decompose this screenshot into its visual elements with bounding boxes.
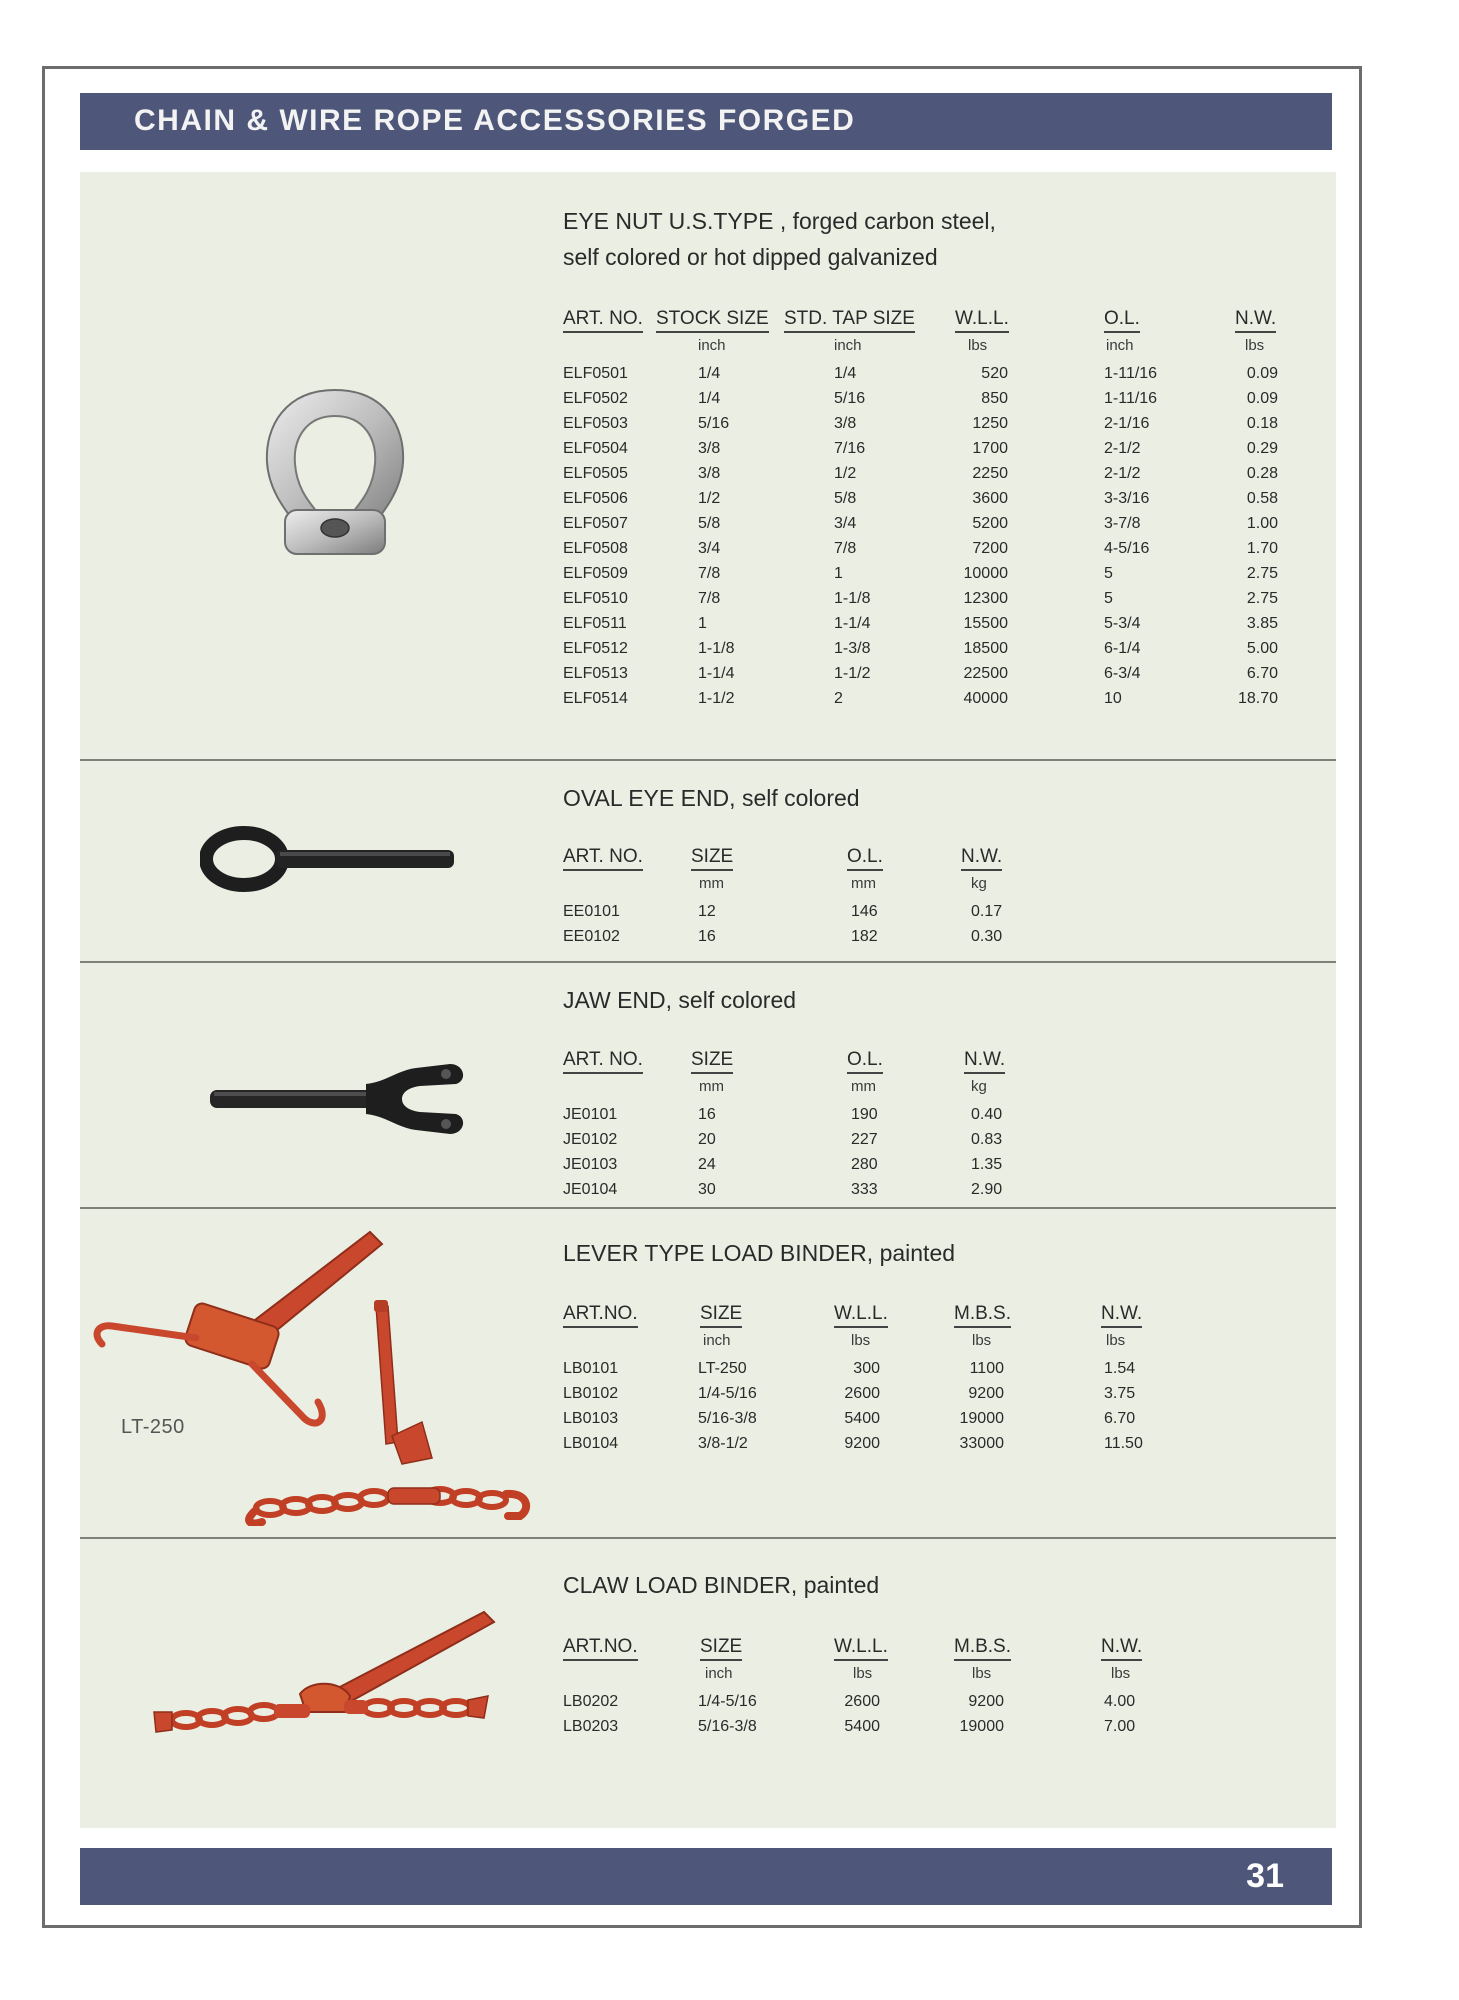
table-cell: 3.75: [1104, 1385, 1136, 1402]
col-unit: inch: [1106, 337, 1134, 354]
table-cell: 7/8: [698, 565, 721, 582]
table-cell: 5: [1104, 565, 1113, 582]
table-cell: 1-11/16: [1104, 390, 1158, 407]
section-title-lever-load-binder: LEVER TYPE LOAD BINDER, painted: [563, 1240, 956, 1266]
table-row: [563, 1359, 1183, 1384]
table-cell: 0.18: [1246, 415, 1278, 432]
table-cell: 7/8: [698, 590, 721, 607]
table-cell: JE0103: [563, 1156, 618, 1173]
table-cell: 24: [698, 1156, 716, 1173]
col-header: ART.NO.: [563, 1303, 638, 1328]
table-cell: JE0104: [563, 1181, 618, 1198]
col-unit: lbs: [1106, 1332, 1126, 1349]
col-unit: mm: [851, 875, 876, 892]
col-unit: lbs: [968, 337, 988, 354]
table-cell: 9200: [968, 1693, 1004, 1710]
table-cell: 2-1/2: [1104, 465, 1141, 482]
table-cell: ELF0503: [563, 415, 628, 432]
table-cell: 12300: [963, 590, 1008, 607]
section-divider: [80, 961, 1336, 963]
table-cell: LB0101: [563, 1360, 619, 1377]
table-cell: 7/8: [834, 540, 857, 557]
table-cell: 40000: [963, 690, 1008, 707]
table-cell: 5/8: [834, 490, 857, 507]
table-cell: 4.00: [1104, 1693, 1136, 1710]
table-cell: 5/16-3/8: [698, 1410, 757, 1427]
table-cell: 33000: [959, 1435, 1004, 1452]
jaw-end-image: [206, 1054, 476, 1143]
col-unit: kg: [971, 875, 987, 892]
table-cell: 5400: [844, 1718, 880, 1735]
table-cell: 6-1/4: [1104, 640, 1141, 657]
table-body: [563, 364, 1283, 714]
table-cell: ELF0510: [563, 590, 628, 607]
col-header: SIZE: [700, 1303, 742, 1328]
table-row: [563, 589, 1283, 614]
table-cell: 1100: [969, 1360, 1004, 1377]
table-cell: 1-1/8: [698, 640, 735, 657]
section-divider: [80, 1207, 1336, 1209]
col-header: O.L.: [847, 846, 883, 871]
table-cell: 1-11/16: [1104, 365, 1158, 382]
table-cell: 333: [851, 1181, 878, 1198]
table-cell: 0.40: [971, 1106, 1003, 1123]
table-cell: 0.28: [1246, 465, 1278, 482]
col-unit: inch: [705, 1665, 733, 1682]
section-title-claw-load-binder: CLAW LOAD BINDER, painted: [563, 1572, 880, 1598]
col-header: W.L.L.: [834, 1303, 888, 1328]
table-row: [563, 927, 1063, 952]
table-cell: 2600: [844, 1693, 880, 1710]
col-header: W.L.L.: [834, 1636, 888, 1661]
table-cell: 9200: [844, 1435, 880, 1452]
table-cell: 0.30: [971, 928, 1003, 945]
table-cell: 0.29: [1246, 440, 1278, 457]
table-cell: 6.70: [1104, 1410, 1136, 1427]
table-cell: 1: [698, 615, 707, 632]
table-cell: ELF0512: [563, 640, 628, 657]
col-header: M.B.S.: [954, 1303, 1011, 1328]
page-header: [80, 93, 1332, 150]
table-cell: ELF0506: [563, 490, 628, 507]
table-cell: 2.75: [1246, 590, 1278, 607]
table-cell: 1/4-5/16: [698, 1693, 757, 1710]
col-header: M.B.S.: [954, 1636, 1011, 1661]
table-cell: 7200: [972, 540, 1008, 557]
col-unit: lbs: [1245, 337, 1265, 354]
table-cell: 3/4: [698, 540, 721, 557]
table-cell: LB0104: [563, 1435, 619, 1452]
table-cell: 20: [698, 1131, 716, 1148]
table-cell: 1: [834, 565, 843, 582]
table-row: [563, 489, 1283, 514]
table-cell: 11.50: [1104, 1435, 1143, 1452]
table-cell: 5/8: [698, 515, 721, 532]
table-cell: 5200: [972, 515, 1008, 532]
page-title: CHAIN & WIRE ROPE ACCESSORIES FORGED: [134, 104, 856, 137]
table-cell: 1.70: [1246, 540, 1278, 557]
section-subtitle-eye-nut: self colored or hot dipped galvanized: [563, 244, 938, 270]
table-cell: 30: [698, 1181, 716, 1198]
col-header: ART.NO.: [563, 1636, 638, 1661]
table-cell: 1.35: [971, 1156, 1003, 1173]
lever-binder-model-label: LT-250: [121, 1416, 185, 1438]
table-cell: 6.70: [1246, 665, 1278, 682]
table-cell: 5-3/4: [1104, 615, 1141, 632]
table-cell: 0.83: [971, 1131, 1003, 1148]
col-unit: lbs: [851, 1332, 871, 1349]
table-cell: 1.54: [1104, 1360, 1136, 1377]
table-row: [563, 639, 1283, 664]
table-row: [563, 1155, 1063, 1180]
table-cell: ELF0502: [563, 390, 628, 407]
table-cell: 2.75: [1246, 565, 1278, 582]
table-cell: ELF0504: [563, 440, 628, 457]
table-cell: 18.70: [1237, 690, 1278, 707]
table-cell: 190: [851, 1106, 878, 1123]
table-cell: 7/16: [834, 440, 866, 457]
table-cell: 0.09: [1246, 390, 1278, 407]
table-row: [563, 1105, 1063, 1130]
table-cell: 2600: [844, 1385, 880, 1402]
col-header: N.W.: [1101, 1303, 1142, 1328]
table-cell: 2.90: [971, 1181, 1003, 1198]
table-cell: 16: [698, 928, 716, 945]
table-body: [563, 902, 1063, 952]
table-row: [563, 564, 1283, 589]
table-cell: 1/4: [698, 390, 721, 407]
table-cell: 520: [981, 365, 1008, 382]
table-cell: 12: [698, 903, 716, 920]
table-cell: 3-7/8: [1104, 515, 1141, 532]
table-row: [563, 1692, 1183, 1717]
table-cell: 850: [981, 390, 1008, 407]
table-cell: 5.00: [1246, 640, 1278, 657]
table-cell: LT-250: [698, 1360, 747, 1377]
table-row: [563, 389, 1283, 414]
table-cell: 182: [851, 928, 878, 945]
table-cell: 3/8: [698, 465, 721, 482]
table-cell: 1-1/2: [834, 665, 871, 682]
table-cell: ELF0508: [563, 540, 628, 557]
table-cell: 6-3/4: [1104, 665, 1141, 682]
table-cell: 22500: [963, 665, 1008, 682]
table-cell: EE0102: [563, 928, 620, 945]
table-cell: ELF0514: [563, 690, 628, 707]
col-unit: lbs: [972, 1665, 992, 1682]
table-row: [563, 614, 1283, 639]
table-cell: 1.00: [1246, 515, 1278, 532]
table-cell: 280: [851, 1156, 878, 1173]
table-cell: 2: [834, 690, 843, 707]
table-cell: 3/8-1/2: [698, 1435, 748, 1452]
table-cell: 10: [1104, 690, 1122, 707]
table-cell: 0.17: [971, 903, 1003, 920]
table-row: [563, 364, 1283, 389]
table-cell: 0.09: [1246, 365, 1278, 382]
table-cell: JE0102: [563, 1131, 618, 1148]
table-cell: 0.58: [1246, 490, 1278, 507]
col-header: N.W.: [964, 1049, 1005, 1074]
table-row: [563, 514, 1283, 539]
section-divider: [80, 759, 1336, 761]
table-body: [563, 1105, 1063, 1205]
table-cell: 3600: [972, 490, 1008, 507]
table-cell: 19000: [959, 1718, 1004, 1735]
table-row: [563, 1130, 1063, 1155]
col-header: ART. NO.: [563, 846, 643, 871]
col-header: N.W.: [1101, 1636, 1142, 1661]
col-header: N.W.: [961, 846, 1002, 871]
table-cell: EE0101: [563, 903, 620, 920]
table-cell: 3-3/16: [1104, 490, 1150, 507]
section-title-oval-eye-end: OVAL EYE END, self colored: [563, 785, 860, 811]
col-header: N.W.: [1235, 308, 1276, 333]
table-cell: LB0103: [563, 1410, 619, 1427]
table-cell: 15500: [963, 615, 1008, 632]
col-header: O.L.: [847, 1049, 883, 1074]
table-cell: 2-1/2: [1104, 440, 1141, 457]
table-cell: 5/16-3/8: [698, 1718, 757, 1735]
table-row: [563, 902, 1063, 927]
lever-load-binder-image: [92, 1226, 552, 1531]
table-cell: 1-1/2: [698, 690, 735, 707]
table-cell: 1-1/4: [698, 665, 735, 682]
table-row: [563, 414, 1283, 439]
col-unit: inch: [703, 1332, 731, 1349]
table-cell: ELF0511: [563, 615, 627, 632]
col-unit: lbs: [1111, 1665, 1131, 1682]
table-row: [563, 1717, 1183, 1742]
table-row: [563, 439, 1283, 464]
table-cell: 5: [1104, 590, 1113, 607]
table-cell: 19000: [959, 1410, 1004, 1427]
col-header: STD. TAP SIZE: [784, 308, 915, 333]
table-cell: 5400: [844, 1410, 880, 1427]
col-header: STOCK SIZE: [656, 308, 769, 333]
table-cell: 5/16: [834, 390, 866, 407]
table-row: [563, 689, 1283, 714]
section-title-jaw-end: JAW END, self colored: [563, 987, 797, 1013]
col-header: ART. NO.: [563, 1049, 643, 1074]
table-cell: ELF0513: [563, 665, 628, 682]
table-cell: 7.00: [1104, 1718, 1136, 1735]
table-cell: ELF0507: [563, 515, 628, 532]
table-row: [563, 464, 1283, 489]
table-cell: LB0202: [563, 1693, 619, 1710]
table-cell: 227: [851, 1131, 878, 1148]
col-unit: lbs: [972, 1332, 992, 1349]
table-cell: 3/8: [698, 440, 721, 457]
table-cell: ELF0501: [563, 365, 628, 382]
claw-load-binder-image: [150, 1608, 500, 1753]
table-cell: 1/4: [698, 365, 721, 382]
table-body: [563, 1692, 1183, 1742]
table-cell: 10000: [963, 565, 1008, 582]
table-cell: 4-5/16: [1104, 540, 1150, 557]
table-cell: 1700: [972, 440, 1008, 457]
table-cell: 1/2: [698, 490, 721, 507]
table-cell: 3/4: [834, 515, 857, 532]
table-cell: 18500: [963, 640, 1008, 657]
table-cell: 16: [698, 1106, 716, 1123]
col-unit: mm: [851, 1078, 876, 1095]
col-header: SIZE: [691, 846, 733, 871]
section-title-eye-nut: EYE NUT U.S.TYPE , forged carbon steel,: [563, 208, 996, 234]
table-row: [563, 664, 1283, 689]
table-cell: 2-1/16: [1104, 415, 1150, 432]
table-cell: LB0102: [563, 1385, 619, 1402]
col-header: SIZE: [691, 1049, 733, 1074]
col-header: O.L.: [1104, 308, 1140, 333]
table-cell: 1-3/8: [834, 640, 871, 657]
col-header: W.L.L.: [955, 308, 1009, 333]
table-cell: 2250: [972, 465, 1008, 482]
oval-eye-end-image: [200, 822, 460, 901]
table-row: [563, 1409, 1183, 1434]
col-header: SIZE: [700, 1636, 742, 1661]
col-unit: inch: [834, 337, 862, 354]
page-number: 31: [1246, 1857, 1284, 1895]
table-cell: 1250: [972, 415, 1008, 432]
col-unit: mm: [699, 875, 724, 892]
table-cell: LB0203: [563, 1718, 619, 1735]
table-cell: 9200: [968, 1385, 1004, 1402]
table-cell: ELF0505: [563, 465, 628, 482]
table-cell: ELF0509: [563, 565, 628, 582]
table-cell: 1-1/4: [834, 615, 871, 632]
table-cell: 146: [851, 903, 878, 920]
table-cell: 1/2: [834, 465, 857, 482]
table-body: [563, 1359, 1183, 1459]
table-row: [563, 539, 1283, 564]
table-row: [563, 1434, 1183, 1459]
table-cell: 1/4-5/16: [698, 1385, 757, 1402]
section-divider: [80, 1537, 1336, 1539]
table-row: [563, 1180, 1063, 1205]
col-header: ART. NO.: [563, 308, 643, 333]
table-cell: JE0101: [563, 1106, 618, 1123]
col-unit: mm: [699, 1078, 724, 1095]
table-cell: 1/4: [834, 365, 857, 382]
page-footer: [80, 1848, 1332, 1905]
table-cell: 5/16: [698, 415, 730, 432]
eye-nut-image: [255, 382, 415, 587]
col-unit: kg: [971, 1078, 987, 1095]
table-cell: 300: [853, 1360, 880, 1377]
col-unit: inch: [698, 337, 726, 354]
table-row: [563, 1384, 1183, 1409]
table-cell: 1-1/8: [834, 590, 871, 607]
table-cell: 3.85: [1246, 615, 1278, 632]
col-unit: lbs: [853, 1665, 873, 1682]
table-cell: 3/8: [834, 415, 857, 432]
